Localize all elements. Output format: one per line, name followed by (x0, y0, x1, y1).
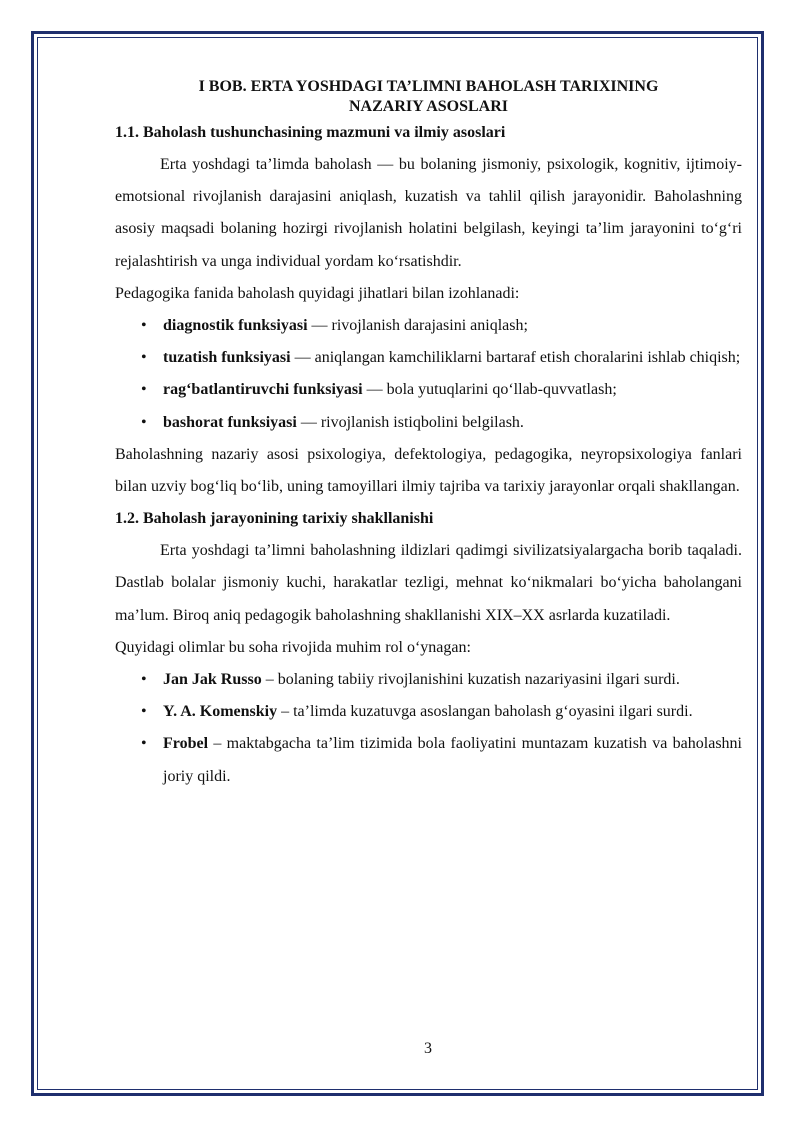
list-item-term: rag‘batlantiruvchi funksiyasi (163, 381, 363, 399)
list-item-term: Y. A. Komenskiy (163, 703, 278, 721)
list-item-text: – bolaning tabiiy rivojlanishini kuzatish nazariyasini ilgari surdi. (261, 671, 680, 689)
chapter-title (115, 77, 742, 117)
section-1-paragraph-1: Erta yoshdagi ta’limda baholash — bu bolaning jismoniy, psixologik, kognitiv, ijtimoiy-emotsional rivojlanish darajasini aniqlash, kuzatish va tahlil qilish jarayonidir. Baholashning asosiy maqsadi bolaning hozirgi rivojlanish holatini belgilash, keyingi ta’lim jarayonini to‘g‘ri rejalashtirish va unga individual yordam ko‘rsatishdir. (115, 156, 742, 270)
list-item-term: diagnostik funksiyasi (163, 317, 308, 335)
section-2-paragraph-2: Quyidagi olimlar bu soha rivojida muhim rol o‘ynagan: (115, 638, 471, 656)
section-1-paragraph-2: Pedagogika fanida baholash quyidagi jihatlari bilan izohlanadi: (115, 284, 520, 302)
bullet-icon: • (141, 317, 147, 335)
bullet-icon: • (141, 381, 147, 399)
list-item (115, 342, 742, 374)
section-1-paragraph-3: Baholashning nazariy asosi psixologiya, defektologiya, pedagogika, neyropsixologiya fanlari bilan uzviy bog‘liq bo‘lib, uning tamoyillari ilmiy tajriba va tarixiy jarayonlar orqali shakllangan. (115, 445, 742, 496)
chapter-title-line1: I BOB. ERTA YOSHDAGI TA’LIMNI BAHOLASH TARIXINING (198, 78, 659, 95)
bullet-icon: • (141, 349, 147, 367)
section-1-list (115, 310, 742, 439)
list-item-text: – maktabgacha ta’lim tizimida bola faoliyatini muntazam kuzatish va baholashni joriy qildi. (163, 735, 742, 785)
list-item-term: Frobel (163, 735, 209, 753)
section-2-paragraph-1: Erta yoshdagi ta’limni baholashning ildizlari qadimgi sivilizatsiyalargacha borib taqaladi. Dastlab bolalar jismoniy kuchi, harakatlar tezligi, mehnat ko‘nikmalari bo‘yicha baholangani ma’lum. Biroq aniq pedagogik baholashning shakllanishi XIX–XX asrlarda kuzatiladi. (115, 542, 742, 624)
page-number: 3 (424, 1040, 432, 1057)
bullet-icon: • (141, 671, 147, 689)
list-item (115, 374, 742, 406)
list-item-text: — aniqlangan kamchiliklarni bartaraf etish choralarini ishlab chiqish; (290, 349, 741, 367)
list-item (115, 310, 742, 342)
list-item-text: – ta’limda kuzatuvga asoslangan baholash g‘oyasini ilgari surdi. (277, 703, 693, 721)
list-item-term: bashorat funksiyasi (163, 413, 297, 431)
list-item (115, 696, 742, 728)
section-1-heading: 1.1. Baholash tushunchasining mazmuni va ilmiy asoslari (115, 124, 506, 141)
section-2-heading: 1.2. Baholash jarayonining tarixiy shakllanishi (115, 510, 434, 528)
list-item (115, 664, 742, 696)
bullet-icon: • (141, 413, 147, 431)
bullet-icon: • (141, 735, 147, 753)
chapter-title-line2: NAZARIY ASOSLARI (349, 98, 508, 115)
list-item (115, 407, 742, 439)
list-item-term: Jan Jak Russo (163, 671, 262, 689)
list-item (115, 728, 742, 792)
list-item-text: — rivojlanish darajasini aniqlash; (307, 317, 528, 335)
list-item-text: — bola yutuqlarini qo‘llab-quvvatlash; (362, 381, 617, 399)
bullet-icon: • (141, 703, 147, 721)
list-item-text: — rivojlanish istiqbolini belgilash. (296, 413, 524, 431)
section-2-list (115, 664, 742, 793)
page-content (115, 77, 742, 793)
list-item-term: tuzatish funksiyasi (163, 349, 291, 367)
